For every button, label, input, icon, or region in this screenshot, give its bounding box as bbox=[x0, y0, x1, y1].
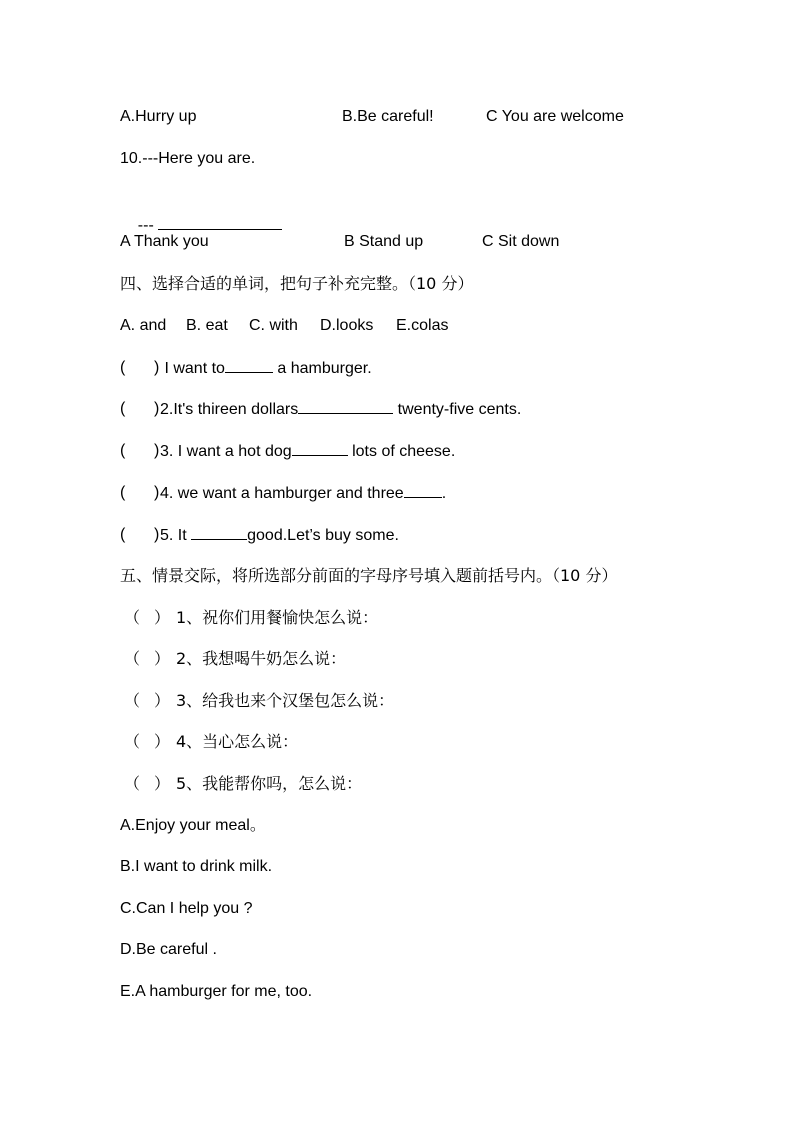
q9-options-row bbox=[120, 105, 624, 129]
answer-paren-close[interactable]: ） bbox=[154, 649, 171, 668]
section5-heading: 五、情景交际，将所选部分前面的字母序号填入题前括号内。（10 分） bbox=[120, 566, 618, 585]
q10-options-row bbox=[120, 230, 560, 254]
word-bank-a: A. and bbox=[120, 317, 167, 334]
answer-paren-open: ( bbox=[120, 484, 126, 501]
sentence-end: a hamburger. bbox=[272, 360, 372, 377]
answer-paren-open: （ bbox=[124, 649, 141, 668]
answer-paren-close[interactable]: ) bbox=[154, 400, 160, 417]
sentence-start: 3. I want a hot dog bbox=[160, 443, 292, 460]
word-bank-e: E.colas bbox=[396, 317, 449, 334]
fill-blank[interactable] bbox=[298, 397, 393, 414]
word-bank-c: C. with bbox=[249, 317, 298, 334]
q10-option-b: B Stand up bbox=[344, 233, 424, 250]
answer-paren-close[interactable]: ) bbox=[154, 359, 160, 376]
section5-item-3 bbox=[120, 689, 395, 713]
answer-paren-close[interactable]: ) bbox=[154, 526, 160, 543]
situation-question: 3、给我也来个汉堡包怎么说： bbox=[176, 691, 395, 710]
section5-item-5 bbox=[120, 772, 363, 796]
answer-option-d: D.Be careful . bbox=[120, 941, 217, 958]
section5-item-1 bbox=[120, 606, 379, 630]
answer-option-a: A.Enjoy your meal。 bbox=[120, 817, 266, 834]
answer-paren-close[interactable]: ) bbox=[154, 484, 160, 501]
word-bank-d: D.looks bbox=[320, 317, 374, 334]
situation-question: 5、我能帮你吗，怎么说： bbox=[176, 774, 363, 793]
sentence-start: 4. we want a hamburger and three bbox=[160, 485, 404, 502]
situation-question: 2、我想喝牛奶怎么说： bbox=[176, 649, 347, 668]
answer-option-e: E.A hamburger for me, too. bbox=[120, 983, 313, 1000]
answer-paren-open: ( bbox=[120, 359, 126, 376]
sentence-end: twenty-five cents. bbox=[393, 401, 522, 418]
answer-paren-close[interactable]: ) bbox=[154, 442, 160, 459]
section4-item-1 bbox=[120, 356, 372, 380]
answer-option-b: B.I want to drink milk. bbox=[120, 858, 273, 875]
sentence-start: I want to bbox=[160, 360, 225, 377]
section4-item-3 bbox=[120, 439, 456, 463]
answer-paren-close[interactable]: ） bbox=[154, 608, 171, 627]
q9-option-c: C You are welcome bbox=[486, 108, 624, 125]
answer-paren-close[interactable]: ） bbox=[154, 774, 171, 793]
answer-paren-open: ( bbox=[120, 526, 126, 543]
fill-blank[interactable] bbox=[292, 439, 348, 456]
section4-item-2 bbox=[120, 397, 522, 421]
answer-option-c: C.Can I help you ? bbox=[120, 900, 253, 917]
answer-paren-close[interactable]: ） bbox=[154, 691, 171, 710]
section4-heading: 四、选择合适的单词，把句子补充完整。（10 分） bbox=[120, 274, 474, 293]
sentence-end: . bbox=[441, 485, 447, 502]
q10-prompt: 10.---Here you are. bbox=[120, 150, 256, 167]
sentence-start: 5. It bbox=[160, 527, 192, 544]
section4-word-bank bbox=[120, 314, 449, 338]
situation-question: 1、祝你们用餐愉快怎么说： bbox=[176, 608, 379, 627]
q10-answer-prefix: --- bbox=[137, 217, 154, 234]
answer-paren-close[interactable]: ） bbox=[154, 732, 171, 751]
sentence-start: 2.It's thireen dollars bbox=[160, 401, 299, 418]
fill-blank[interactable] bbox=[404, 481, 442, 498]
answer-paren-open: ( bbox=[120, 400, 126, 417]
section4-item-5 bbox=[120, 523, 399, 547]
sentence-end: lots of cheese. bbox=[347, 443, 456, 460]
word-bank-b: B. eat bbox=[186, 317, 228, 334]
fill-blank[interactable] bbox=[191, 523, 247, 540]
q10-answer-blank[interactable] bbox=[158, 213, 282, 230]
q10-option-a: A Thank you bbox=[120, 233, 209, 250]
q9-option-b: B.Be careful! bbox=[342, 108, 434, 125]
situation-question: 4、当心怎么说： bbox=[176, 732, 299, 751]
section4-item-4 bbox=[120, 481, 447, 505]
section5-item-2 bbox=[120, 647, 347, 671]
q10-option-c: C Sit down bbox=[482, 233, 560, 250]
q10-answer-row bbox=[120, 189, 282, 234]
fill-blank[interactable] bbox=[225, 356, 273, 373]
answer-paren-open: （ bbox=[124, 691, 141, 710]
answer-paren-open: （ bbox=[124, 608, 141, 627]
sentence-end: good.Let’s buy some. bbox=[247, 527, 399, 544]
section5-item-4 bbox=[120, 730, 299, 754]
answer-paren-open: （ bbox=[124, 774, 141, 793]
answer-paren-open: （ bbox=[124, 732, 141, 751]
q9-option-a: A.Hurry up bbox=[120, 108, 197, 125]
answer-paren-open: ( bbox=[120, 442, 126, 459]
